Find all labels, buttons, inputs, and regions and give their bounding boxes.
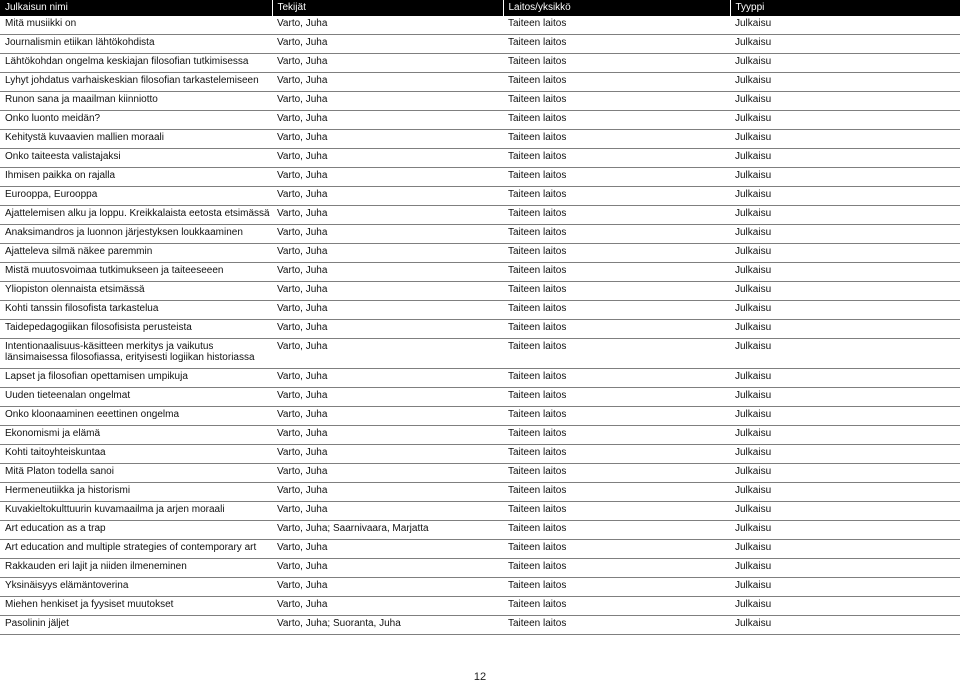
publication-name-cell: Onko luonto meidän? [0, 111, 272, 130]
department-cell: Taiteen laitos [503, 559, 730, 578]
department-cell: Taiteen laitos [503, 35, 730, 54]
publication-name-cell: Art education as a trap [0, 521, 272, 540]
type-cell: Julkaisu [730, 445, 960, 464]
department-cell: Taiteen laitos [503, 464, 730, 483]
department-cell: Taiteen laitos [503, 16, 730, 35]
publication-name-cell: Mitä musiikki on [0, 16, 272, 35]
table-row [0, 369, 960, 388]
department-cell: Taiteen laitos [503, 130, 730, 149]
publication-name-cell: Anaksimandros ja luonnon järjestyksen loukkaaminen [0, 225, 272, 244]
header-publication-name: Julkaisun nimi [0, 0, 272, 16]
table-header [0, 0, 960, 16]
type-cell: Julkaisu [730, 502, 960, 521]
publication-name-cell: Kohti taitoyhteiskuntaa [0, 445, 272, 464]
authors-cell: Varto, Juha; Suoranta, Juha [272, 616, 503, 635]
authors-cell: Varto, Juha [272, 388, 503, 407]
department-cell: Taiteen laitos [503, 73, 730, 92]
authors-cell: Varto, Juha [272, 54, 503, 73]
type-cell: Julkaisu [730, 282, 960, 301]
type-cell: Julkaisu [730, 616, 960, 635]
authors-cell: Varto, Juha [272, 206, 503, 225]
authors-cell: Varto, Juha [272, 559, 503, 578]
publication-name-cell: Lyhyt johdatus varhaiskeskian filosofian tarkastelemiseen [0, 73, 272, 92]
table-row [0, 73, 960, 92]
table-row [0, 407, 960, 426]
publication-name-cell: Taidepedagogiikan filosofisista perusteista [0, 320, 272, 339]
authors-cell: Varto, Juha [272, 187, 503, 206]
department-cell: Taiteen laitos [503, 244, 730, 263]
table-row [0, 54, 960, 73]
authors-cell: Varto, Juha [272, 445, 503, 464]
type-cell: Julkaisu [730, 73, 960, 92]
authors-cell: Varto, Juha; Saarnivaara, Marjatta [272, 521, 503, 540]
authors-cell: Varto, Juha [272, 35, 503, 54]
publication-name-cell: Uuden tieteenalan ongelmat [0, 388, 272, 407]
table-row [0, 263, 960, 282]
type-cell: Julkaisu [730, 54, 960, 73]
department-cell: Taiteen laitos [503, 320, 730, 339]
publication-name-cell: Yliopiston olennaista etsimässä [0, 282, 272, 301]
department-cell: Taiteen laitos [503, 445, 730, 464]
publication-name-cell: Eurooppa, Eurooppa [0, 187, 272, 206]
type-cell: Julkaisu [730, 92, 960, 111]
department-cell: Taiteen laitos [503, 225, 730, 244]
header-type: Tyyppi [730, 0, 960, 16]
type-cell: Julkaisu [730, 130, 960, 149]
publication-name-cell: Lähtökohdan ongelma keskiajan filosofian tutkimisessa [0, 54, 272, 73]
authors-cell: Varto, Juha [272, 282, 503, 301]
publication-name-cell: Kehitystä kuvaavien mallien moraali [0, 130, 272, 149]
publication-name-cell: Mitä Platon todella sanoi [0, 464, 272, 483]
department-cell: Taiteen laitos [503, 187, 730, 206]
type-cell: Julkaisu [730, 35, 960, 54]
publication-name-cell: Kohti tanssin filosofista tarkastelua [0, 301, 272, 320]
authors-cell: Varto, Juha [272, 263, 503, 282]
table-row [0, 16, 960, 35]
table-row [0, 388, 960, 407]
authors-cell: Varto, Juha [272, 130, 503, 149]
department-cell: Taiteen laitos [503, 54, 730, 73]
authors-cell: Varto, Juha [272, 16, 503, 35]
table-row [0, 483, 960, 502]
table-row [0, 206, 960, 225]
table-body [0, 16, 960, 635]
authors-cell: Varto, Juha [272, 369, 503, 388]
table-row [0, 149, 960, 168]
publication-name-cell: Hermeneutiikka ja historismi [0, 483, 272, 502]
table-row [0, 130, 960, 149]
table-row [0, 168, 960, 187]
authors-cell: Varto, Juha [272, 540, 503, 559]
table-row [0, 187, 960, 206]
type-cell: Julkaisu [730, 540, 960, 559]
header-authors: Tekijät [272, 0, 503, 16]
authors-cell: Varto, Juha [272, 111, 503, 130]
page-number: 12 [473, 671, 487, 683]
publication-name-cell: Ekonomismi ja elämä [0, 426, 272, 445]
authors-cell: Varto, Juha [272, 426, 503, 445]
department-cell: Taiteen laitos [503, 111, 730, 130]
authors-cell: Varto, Juha [272, 578, 503, 597]
type-cell: Julkaisu [730, 578, 960, 597]
type-cell: Julkaisu [730, 206, 960, 225]
table-row [0, 521, 960, 540]
type-cell: Julkaisu [730, 426, 960, 445]
publication-name-cell: Ajattelemisen alku ja loppu. Kreikkalaista eetosta etsimässä [0, 206, 272, 225]
department-cell: Taiteen laitos [503, 92, 730, 111]
department-cell: Taiteen laitos [503, 540, 730, 559]
table-row [0, 597, 960, 616]
type-cell: Julkaisu [730, 388, 960, 407]
department-cell: Taiteen laitos [503, 483, 730, 502]
authors-cell: Varto, Juha [272, 73, 503, 92]
department-cell: Taiteen laitos [503, 578, 730, 597]
authors-cell: Varto, Juha [272, 464, 503, 483]
publication-name-cell: Runon sana ja maailman kiinniotto [0, 92, 272, 111]
publication-name-cell: Miehen henkiset ja fyysiset muutokset [0, 597, 272, 616]
department-cell: Taiteen laitos [503, 502, 730, 521]
publication-name-cell: Mistä muutosvoimaa tutkimukseen ja taiteeseeen [0, 263, 272, 282]
type-cell: Julkaisu [730, 521, 960, 540]
type-cell: Julkaisu [730, 483, 960, 502]
table-row [0, 244, 960, 263]
authors-cell: Varto, Juha [272, 483, 503, 502]
authors-cell: Varto, Juha [272, 92, 503, 111]
authors-cell: Varto, Juha [272, 407, 503, 426]
department-cell: Taiteen laitos [503, 206, 730, 225]
publication-name-cell: Pasolinin jäljet [0, 616, 272, 635]
type-cell: Julkaisu [730, 301, 960, 320]
authors-cell: Varto, Juha [272, 320, 503, 339]
table-row [0, 320, 960, 339]
table-row [0, 578, 960, 597]
authors-cell: Varto, Juha [272, 339, 503, 369]
department-cell: Taiteen laitos [503, 616, 730, 635]
table-row [0, 111, 960, 130]
department-cell: Taiteen laitos [503, 388, 730, 407]
publication-name-cell: Ajatteleva silmä näkee paremmin [0, 244, 272, 263]
publication-name-cell: Journalismin etiikan lähtökohdista [0, 35, 272, 54]
publication-name-cell: Lapset ja filosofian opettamisen umpikuja [0, 369, 272, 388]
department-cell: Taiteen laitos [503, 149, 730, 168]
authors-cell: Varto, Juha [272, 301, 503, 320]
table-row [0, 616, 960, 635]
publication-name-cell: Onko kloonaaminen eeettinen ongelma [0, 407, 272, 426]
type-cell: Julkaisu [730, 244, 960, 263]
authors-cell: Varto, Juha [272, 244, 503, 263]
department-cell: Taiteen laitos [503, 168, 730, 187]
department-cell: Taiteen laitos [503, 407, 730, 426]
type-cell: Julkaisu [730, 225, 960, 244]
department-cell: Taiteen laitos [503, 597, 730, 616]
table-row [0, 225, 960, 244]
type-cell: Julkaisu [730, 464, 960, 483]
header-row [0, 0, 960, 16]
type-cell: Julkaisu [730, 597, 960, 616]
table-row [0, 445, 960, 464]
department-cell: Taiteen laitos [503, 263, 730, 282]
type-cell: Julkaisu [730, 149, 960, 168]
authors-cell: Varto, Juha [272, 149, 503, 168]
department-cell: Taiteen laitos [503, 282, 730, 301]
type-cell: Julkaisu [730, 339, 960, 369]
authors-cell: Varto, Juha [272, 225, 503, 244]
header-department: Laitos/yksikkö [503, 0, 730, 16]
type-cell: Julkaisu [730, 559, 960, 578]
publication-name-cell: Rakkauden eri lajit ja niiden ilmeneminen [0, 559, 272, 578]
department-cell: Taiteen laitos [503, 339, 730, 369]
publication-name-cell: Ihmisen paikka on rajalla [0, 168, 272, 187]
publication-name-cell: Art education and multiple strategies of contemporary art [0, 540, 272, 559]
table-row [0, 301, 960, 320]
table-row [0, 339, 960, 369]
table-row [0, 92, 960, 111]
authors-cell: Varto, Juha [272, 597, 503, 616]
type-cell: Julkaisu [730, 111, 960, 130]
table-row [0, 502, 960, 521]
type-cell: Julkaisu [730, 168, 960, 187]
table-row [0, 282, 960, 301]
department-cell: Taiteen laitos [503, 369, 730, 388]
type-cell: Julkaisu [730, 369, 960, 388]
publication-name-cell: Kuvakieltokulttuurin kuvamaailma ja arjen moraali [0, 502, 272, 521]
type-cell: Julkaisu [730, 187, 960, 206]
type-cell: Julkaisu [730, 407, 960, 426]
table-row [0, 464, 960, 483]
publication-name-cell: Onko taiteesta valistajaksi [0, 149, 272, 168]
publication-name-cell: Intentionaalisuus-käsitteen merkitys ja vaikutus länsimaisessa filosofiassa, erityisesti logiikan historiassa [0, 339, 272, 369]
table-row [0, 559, 960, 578]
type-cell: Julkaisu [730, 320, 960, 339]
department-cell: Taiteen laitos [503, 426, 730, 445]
table-row [0, 426, 960, 445]
department-cell: Taiteen laitos [503, 521, 730, 540]
authors-cell: Varto, Juha [272, 168, 503, 187]
type-cell: Julkaisu [730, 263, 960, 282]
authors-cell: Varto, Juha [272, 502, 503, 521]
publication-name-cell: Yksinäisyys elämäntoverina [0, 578, 272, 597]
department-cell: Taiteen laitos [503, 301, 730, 320]
table-row [0, 35, 960, 54]
type-cell: Julkaisu [730, 16, 960, 35]
table-row [0, 540, 960, 559]
